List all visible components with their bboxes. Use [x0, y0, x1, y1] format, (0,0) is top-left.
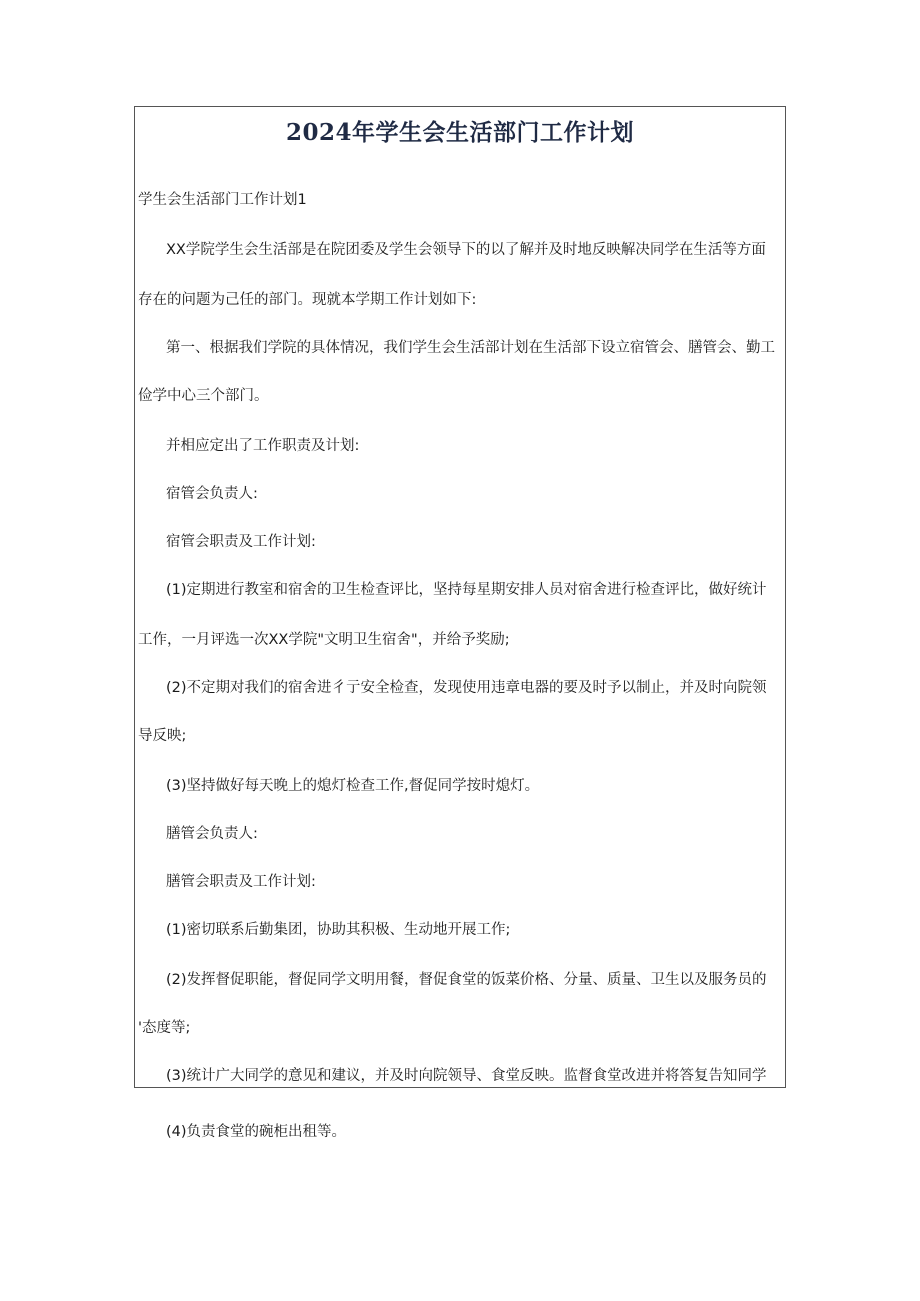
paragraph-line: 并相应定出了工作职责及计划: — [166, 438, 360, 454]
document-title: 2024年学生会生活部门工作计划 — [285, 119, 634, 146]
paragraph-line: 第一、根据我们学院的具体情况，我们学生会生活部计划在生活部下设立宿管会、膳管会、勤工 — [166, 340, 775, 356]
paragraph-line: 存在的问题为己任的部门。现就本学期工作计划如下: — [138, 292, 477, 308]
paragraph-line: (1)密切联系后勤集团，协助其积极、生动地开展工作; — [166, 922, 511, 938]
paragraph-line: (3)坚持做好每天晚上的熄灯检查工作,督促同学按时熄灯。 — [166, 778, 540, 794]
paragraph-line: 工作，一月评选一次XX学院"文明卫生宿舍"，并给予奖励; — [138, 632, 510, 648]
paragraph-line: 膳管会负责人: — [166, 826, 258, 842]
paragraph-line: 俭学中心三个部门。 — [138, 388, 269, 404]
paragraph-line: 宿管会负责人: — [166, 486, 258, 502]
paragraph-line: 宿管会职责及工作计划: — [166, 534, 316, 550]
paragraph-line: XX学院学生会生活部是在院团委及学生会领导下的以了解并及时地反映解决同学在生活等方面 — [166, 242, 766, 258]
paragraph-line: (4)负责食堂的碗柜出租等。 — [166, 1124, 347, 1140]
paragraph-line: (1)定期进行教室和宿舍的卫生检查评比，坚持每星期安排人员对宿舍进行检查评比，做好统计 — [166, 582, 767, 598]
paragraph-line: (3)统计广大同学的意见和建议，并及时向院领导、食堂反映。监督食堂改进并将答复告知同学 — [166, 1068, 767, 1084]
paragraph-line: (2)不定期对我们的宿舍进彳亍安全检查，发现使用违章电器的要及时予以制止，并及时向院领 — [166, 680, 767, 696]
section-heading: 学生会生活部门工作计划1 — [138, 192, 307, 208]
paragraph-line: (2)发挥督促职能，督促同学文明用餐，督促食堂的饭菜价格、分量、质量、卫生以及服务员的 — [166, 972, 767, 988]
paragraph-line: '态度等; — [138, 1020, 191, 1036]
paragraph-line: 膳管会职责及工作计划: — [166, 874, 316, 890]
paragraph-line: 导反映; — [138, 728, 187, 744]
